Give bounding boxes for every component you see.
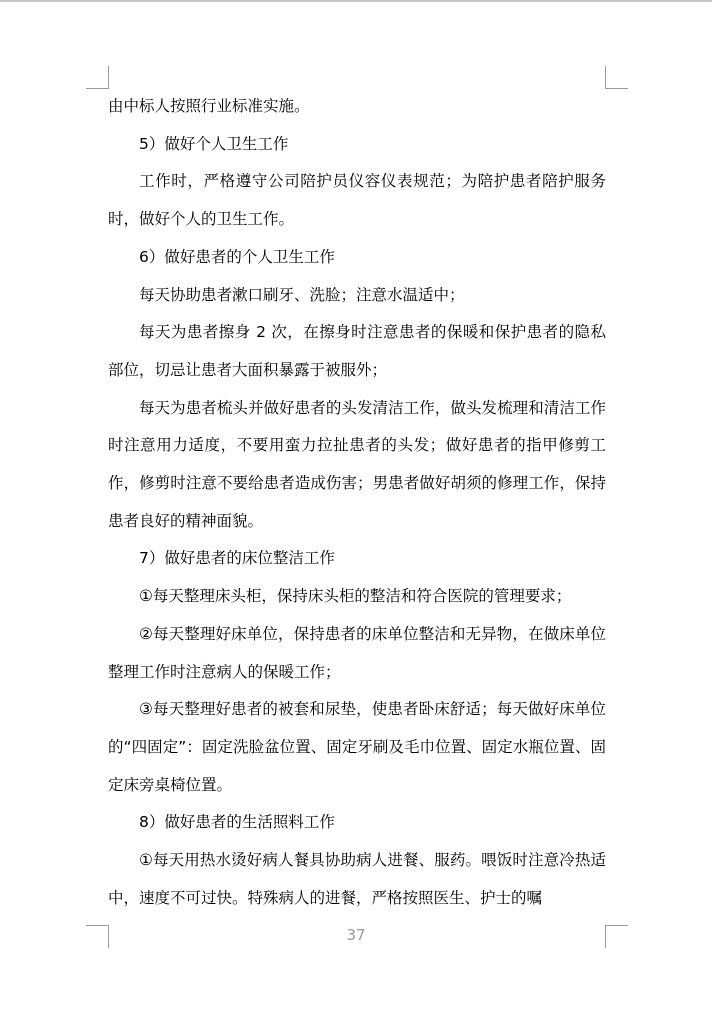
section-heading: 8）做好患者的生活照料工作 xyxy=(139,813,335,832)
page-number: 37 xyxy=(346,926,366,944)
paragraph: ②每天整理好床单位，保持患者的床单位整洁和无异物，在做床单位整理工作时注意病人的保暖工作； xyxy=(108,624,606,681)
section-heading: 7）做好患者的床位整洁工作 xyxy=(139,549,335,568)
paragraph: 每天协助患者漱口刷牙、洗脸；注意水温适中； xyxy=(139,285,465,304)
paragraph: ①每天用热水烫好病人餐具协助病人进餐、服药。喂饭时注意冷热适中，速度不可过快。特殊病人的进餐，严格按照医生、护士的嘱 xyxy=(108,851,606,907)
section-heading: 6）做好患者的个人卫生工作 xyxy=(139,247,335,266)
crop-mark-top-right xyxy=(605,66,628,89)
paragraph: ③每天整理好患者的被套和尿垫，使患者卧床舒适；每天做好床单位的“四固定”：固定洗脸盆位置、固定牙刷及毛巾位置、固定水瓶位置、固定床旁桌椅位置。 xyxy=(108,700,606,794)
section-heading: 5）做好个人卫生工作 xyxy=(139,134,289,153)
paragraph: 由中标人按照行业标准实施。 xyxy=(108,97,310,115)
paragraph: ①每天整理床头柜，保持床头柜的整洁和符合医院的管理要求； xyxy=(139,587,572,606)
paragraph: 每天为患者梳头并做好患者的头发清洁工作，做头发梳理和清洁工作时注意用力适度，不要用蛮力拉扯患者的头发；做好患者的指甲修剪工作，修剪时注意不要给患者造成伤害；男患者做好胡须的修理工作，保持患者良好的精神面貌。 xyxy=(108,398,606,530)
top-border xyxy=(0,0,712,2)
crop-mark-top-left xyxy=(86,66,109,89)
paragraph: 每天为患者擦身 2 次，在擦身时注意患者的保暖和保护患者的隐私部位，切忌让患者大面积暴露于被服外； xyxy=(108,323,606,379)
paragraph: 工作时，严格遵守公司陪护员仪容仪表规范；为陪护患者陪护服务时，做好个人的卫生工作。 xyxy=(108,172,606,229)
document-body xyxy=(108,88,606,917)
